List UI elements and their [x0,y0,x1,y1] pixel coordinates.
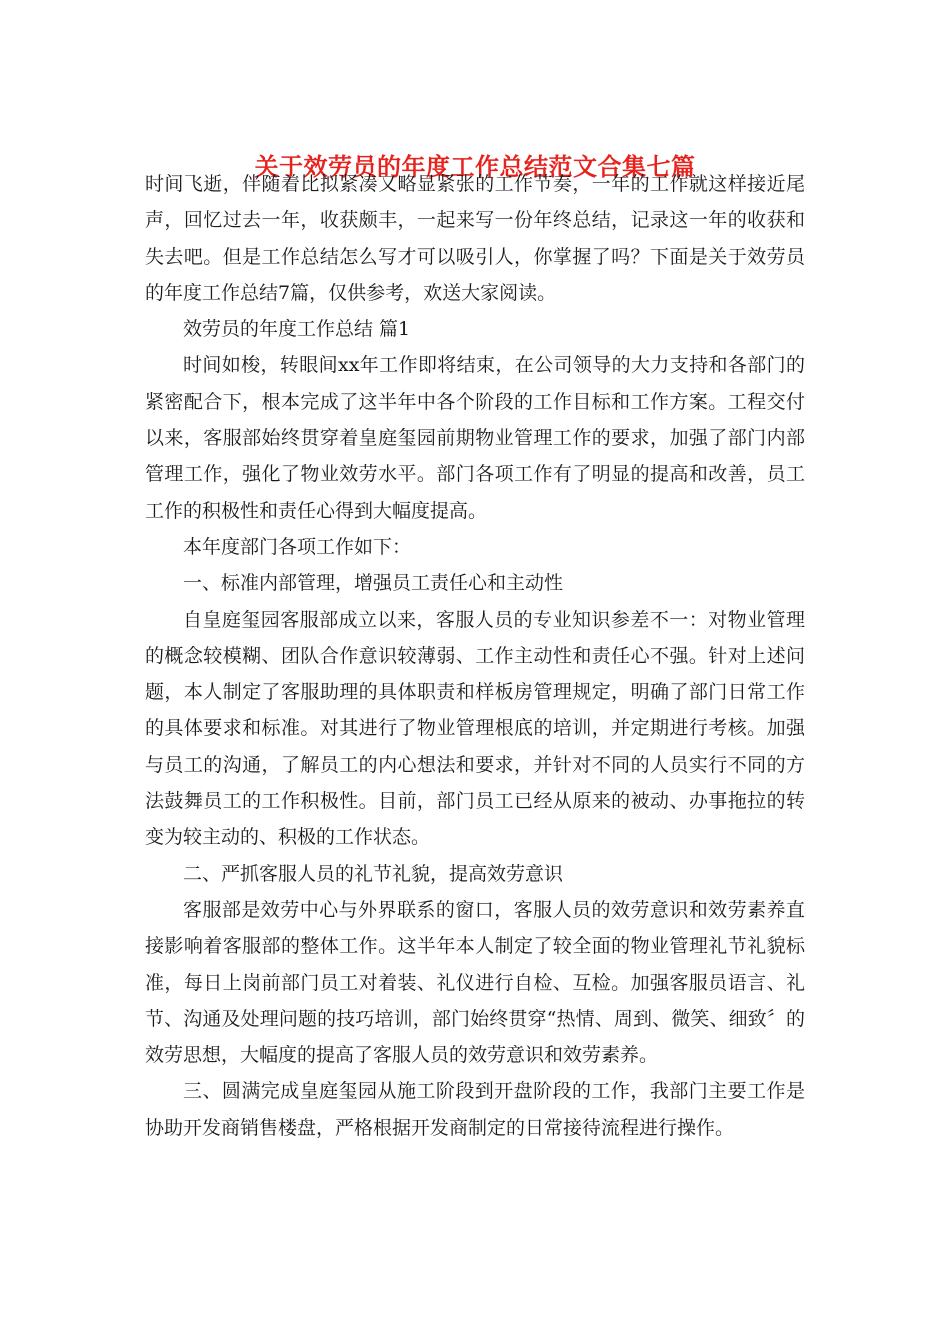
body-paragraph: 自皇庭玺园客服部成立以来，客服人员的专业知识参差不一：对物业管理的概念较模糊、团队合作意识较薄弱、工作主动性和责任心不强。针对上述问题，本人制定了客服助理的具体职责和样板房管理规定，明确了部门日常工作的具体要求和标准。对其进行了物业管理根底的培训，并定期进行考核。加强与员工的沟通，了解员工的内心想法和要求，并针对不同的人员实行不同的方法鼓舞员工的工作积极性。目前，部门员工已经从原来的被动、办事拖拉的转变为较主动的、积极的工作状态。 [145,608,805,849]
body-paragraph: 三、圆满完成皇庭玺园从施工阶段到开盘阶段的工作，我部门主要工作是协助开发商销售楼盘，严格根据开发商制定的日常接待流程进行操作。 [145,1080,805,1139]
subheading-2: 二、严抓客服人员的礼节礼貌，提高效劳意识 [183,862,564,885]
body-paragraph: 本年度部门各项工作如下： [183,535,412,558]
section-heading-part1: 效劳员的年度工作总结 篇1 [183,318,411,341]
intro-paragraph: 时间飞逝，伴随着比拟紧凑又略显紧张的工作节奏，一年的工作就这样接近尾声，回忆过去一年，收获颇丰，一起来写一份年终总结，记录这一年的收获和失去吧。但是工作总结怎么写才可以吸引人，你掌握了吗？下面是关于效劳员的年度工作总结7篇，仅供参考，欢送大家阅读。 [145,173,805,304]
body-paragraph: 客服部是效劳中心与外界联系的窗口，客服人员的效劳意识和效劳素养直接影响着客服部的整体工作。这半年本人制定了较全面的物业管理礼节礼貌标准，每日上岗前部门员工对着装、礼仪进行自检、互检。加强客服员语言、礼节、沟通及处理问题的技巧培训，部门始终贯穿“热情、周到、微笑、细致〞的效劳思想，大幅度的提高了客服人员的效劳意识和效劳素养。 [145,898,805,1067]
body-paragraph: 时间如梭，转眼间xx年工作即将结束，在公司领导的大力支持和各部门的紧密配合下，根本完成了这半年中各个阶段的工作目标和工作方案。工程交付以来，客服部始终贯穿着皇庭玺园前期物业管理工作的要求，加强了部门内部管理工作，强化了物业效劳水平。部门各项工作有了明显的提高和改善，员工工作的积极性和责任心得到大幅度提高。 [145,354,805,522]
document-body [145,166,805,1146]
document-title: 关于效劳员的年度工作总结范文合集七篇 [254,152,696,181]
subheading-1: 一、标准内部管理，增强员工责任心和主动性 [183,572,564,595]
